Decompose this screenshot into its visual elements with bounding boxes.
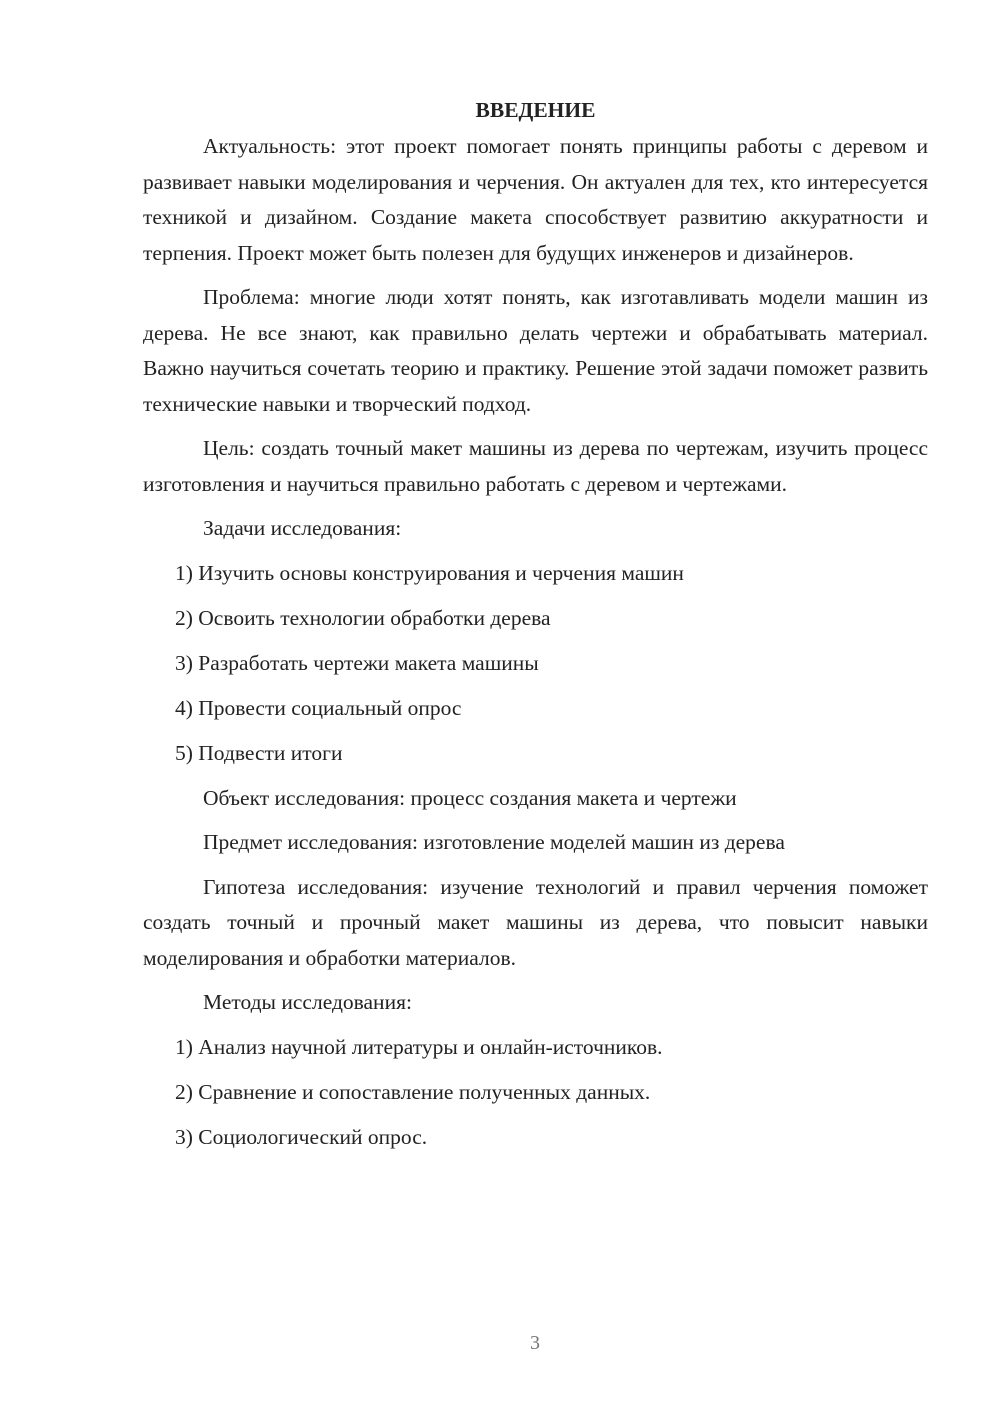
list-item: 3) Социологический опрос. <box>175 1124 428 1149</box>
list-item: 2) Сравнение и сопоставление полученных данных. <box>175 1079 651 1104</box>
list-item: 4) Провести социальный опрос <box>175 695 462 720</box>
tasks-heading: Задачи исследования: <box>203 516 402 540</box>
subject-line: Предмет исследования: изготовление моделей машин из дерева <box>203 830 785 854</box>
methods-heading: Методы исследования: <box>203 990 412 1014</box>
hypothesis-paragraph: Гипотеза исследования: изучение технологий и правил черчения поможет создать точный и прочный макет машины из дерева, что повысит навыки моделирования и обработки материалов. <box>143 874 928 970</box>
tasks-list <box>143 556 928 772</box>
list-item: 1) Анализ научной литературы и онлайн-источников. <box>175 1034 663 1059</box>
object-line: Объект исследования: процесс создания макета и чертежи <box>203 785 737 810</box>
section-title: ВВЕДЕНИЕ <box>475 98 596 122</box>
document-page <box>143 92 928 1165</box>
problem-paragraph: Проблема: многие люди хотят понять, как изготавливать модели машин из дерева. Не все знают, как правильно делать чертежи и обрабатывать материал. Важно научиться сочетать теорию и практику. Решение этой задачи поможет развить технические навыки и творческий подход. <box>143 285 928 416</box>
methods-list <box>143 1030 928 1156</box>
goal-paragraph: Цель: создать точный макет машины из дерева по чертежам, изучить процесс изготовления и научиться правильно работать с деревом и чертежами. <box>143 436 928 496</box>
page-number: 3 <box>530 1332 540 1354</box>
relevance-paragraph: Актуальность: этот проект помогает понять принципы работы с деревом и развивает навыки моделирования и черчения. Он актуален для тех, кто интересуется техникой и дизайном. Создание макета способствует развитию аккуратности и терпения. Проект может быть полезен для будущих инженеров и дизайнеров. <box>143 134 928 265</box>
list-item: 3) Разработать чертежи макета машины <box>175 650 539 675</box>
list-item: 2) Освоить технологии обработки дерева <box>175 605 551 630</box>
list-item: 1) Изучить основы конструирования и черчения машин <box>175 560 684 585</box>
list-item: 5) Подвести итоги <box>175 740 343 765</box>
